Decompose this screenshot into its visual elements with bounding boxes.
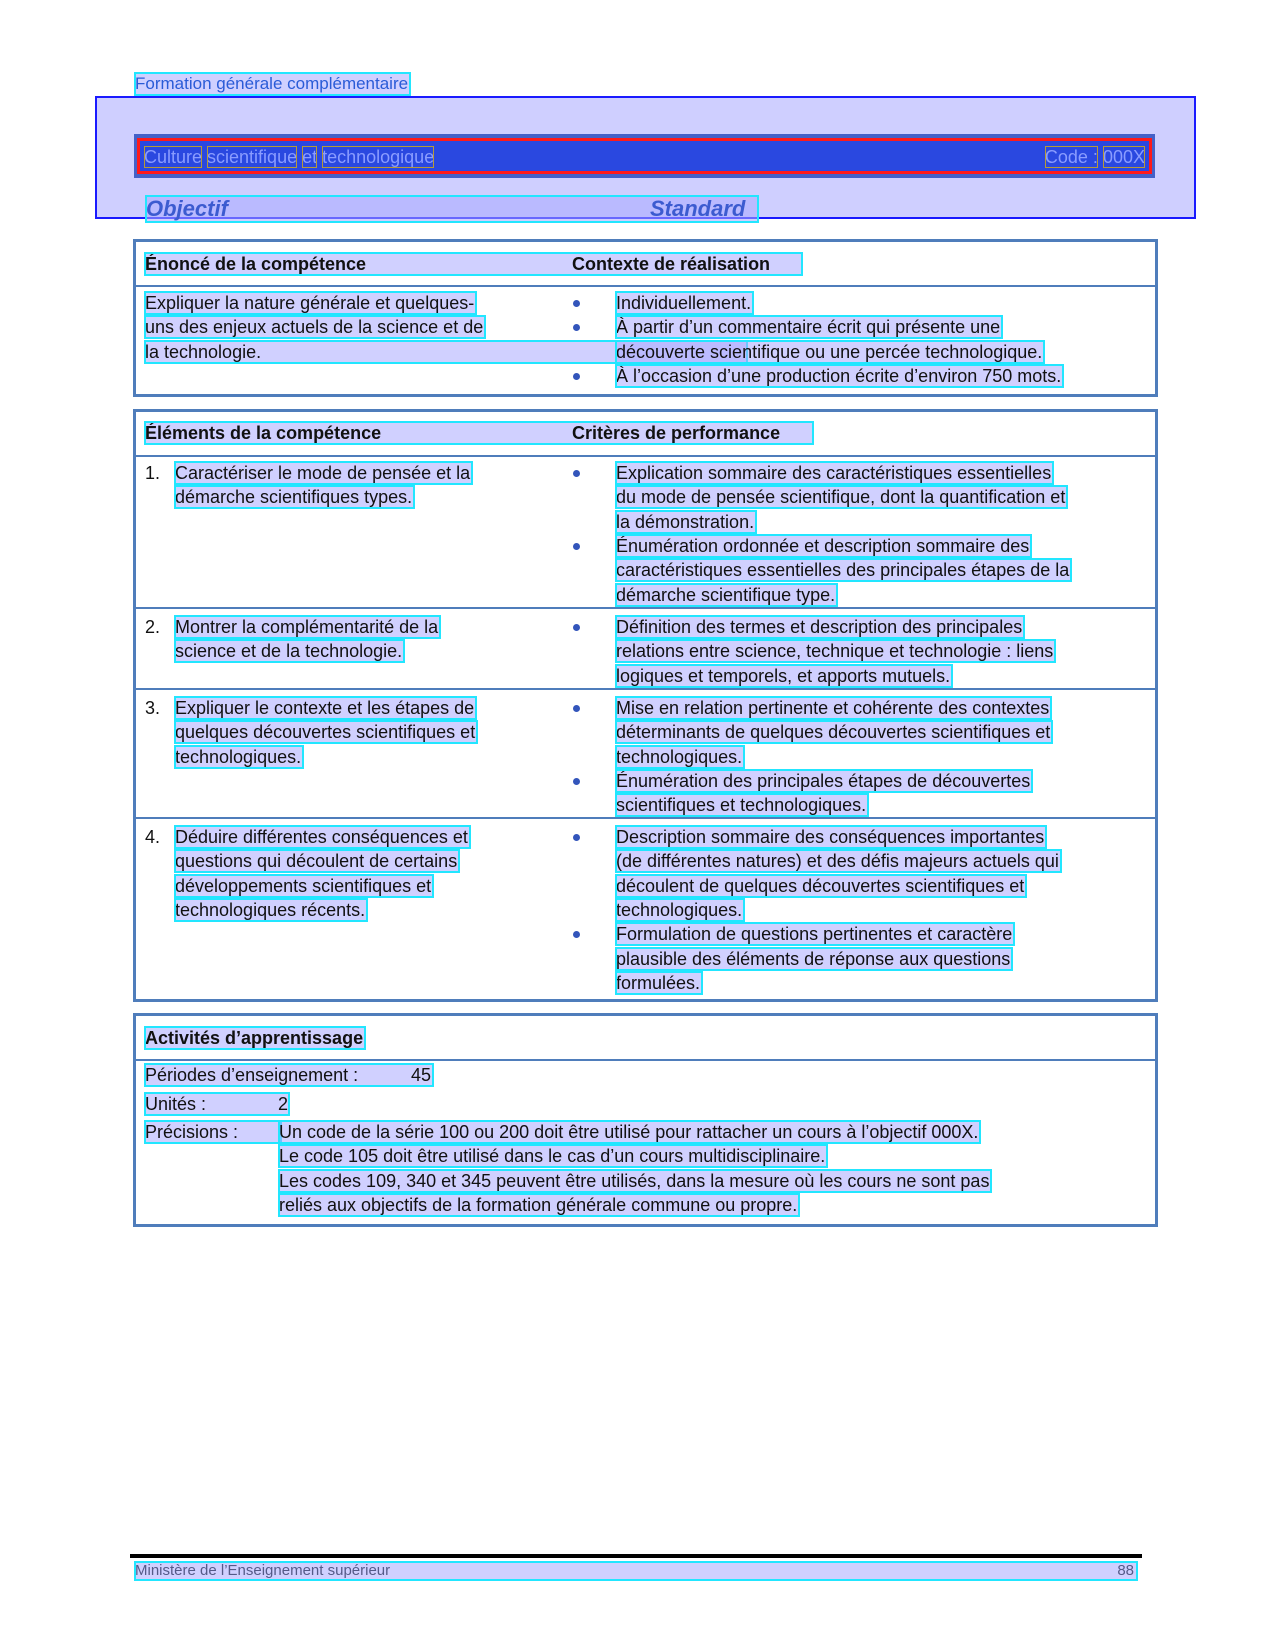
periodes-value: 45 xyxy=(411,1065,432,1085)
text-line: technologiques. xyxy=(616,746,743,767)
title-bar xyxy=(134,134,1155,178)
text-line: formulées. xyxy=(616,972,701,993)
text-line: Explication sommaire des caractéristiques essentielles xyxy=(616,463,1052,483)
title-word: technologique xyxy=(322,147,435,167)
precisions-label: Précisions : xyxy=(145,1121,281,1143)
text-line: Les codes 109, 340 et 345 peuvent être utilisés, dans la mesure où les cours ne sont pas xyxy=(279,1170,990,1191)
text-line: technologiques. xyxy=(616,899,743,920)
bullet-icon xyxy=(573,543,580,550)
text-line: découlent de quelques découvertes scientifiques et xyxy=(616,875,1025,896)
text-line: découverte scientifique ou une percée technologique. xyxy=(616,342,1043,362)
bullet-icon xyxy=(573,470,580,477)
criteres-heading: Critères de performance xyxy=(572,423,781,443)
text-line: technologiques. xyxy=(175,746,302,767)
text-line: Déduire différentes conséquences et xyxy=(175,827,468,847)
row-divider xyxy=(136,688,1155,690)
activites-heading: Activités d’apprentissage xyxy=(145,1028,364,1048)
course-code xyxy=(1045,146,1145,168)
text-line: caractéristiques essentielles des principales étapes de la xyxy=(616,560,1070,581)
row-divider xyxy=(136,607,1155,609)
text-line: relations entre science, technique et technologie : liens xyxy=(616,641,1054,662)
bullet-icon xyxy=(573,705,580,712)
text-line: Mise en relation pertinente et cohérente des contextes xyxy=(616,698,1050,718)
text-line: Formulation de questions pertinentes et caractère xyxy=(616,924,1013,945)
unites-row xyxy=(145,1093,289,1115)
standard-label: Standard xyxy=(650,196,746,221)
text-line: du mode de pensée scientifique, dont la quantification et xyxy=(616,487,1066,508)
text-line: Énumération ordonnée et description sommaire des xyxy=(616,535,1030,556)
text-line: (de différentes natures) et des défis majeurs actuels qui xyxy=(616,851,1059,872)
bullet-icon xyxy=(573,834,580,841)
text-line: À partir d’un commentaire écrit qui présente une xyxy=(616,317,1001,337)
text-line: Un code de la série 100 ou 200 doit être utilisé pour rattacher un cours à l’objectif 000X. xyxy=(279,1122,979,1142)
code-value: 000X xyxy=(1102,147,1145,167)
text-line: Montrer la complémentarité de la xyxy=(175,617,439,637)
text-line: logiques et temporels, et apports mutuels. xyxy=(616,665,951,686)
text-line: Expliquer le contexte et les étapes de xyxy=(175,698,475,718)
text-line: technologiques récents. xyxy=(175,899,366,920)
bullet-icon xyxy=(573,373,580,380)
footer-ministry: Ministère de l’Enseignement supérieur xyxy=(135,1562,391,1579)
elements-heading: Éléments de la compétence xyxy=(145,423,382,443)
title-word: et xyxy=(302,147,318,167)
course-title xyxy=(144,146,439,168)
text-line: uns des enjeux actuels de la science et de xyxy=(145,317,484,338)
periodes-row xyxy=(145,1064,433,1086)
text-line: scientifiques et technologiques. xyxy=(616,795,867,816)
element-number: 1. xyxy=(145,463,161,483)
elements-header xyxy=(145,422,813,444)
text-line: la démonstration. xyxy=(616,511,755,532)
bullet-icon xyxy=(573,300,580,307)
text-line: déterminants de quelques découvertes scientifiques et xyxy=(616,722,1051,743)
text-line: démarche scientifique type. xyxy=(616,584,836,605)
periodes-label: Périodes d’enseignement : xyxy=(145,1065,359,1085)
title-word: scientifique xyxy=(207,147,298,167)
element-number: 2. xyxy=(145,617,161,637)
text-line: Expliquer la nature générale et quelques- xyxy=(145,293,475,313)
text-line: questions qui découlent de certains xyxy=(175,851,458,872)
text-line: Le code 105 doit être utilisé dans le cas d’un cours multidisciplinaire. xyxy=(279,1146,826,1167)
page-number: 88 xyxy=(1117,1562,1134,1579)
bullet-icon xyxy=(573,778,580,785)
enonce-heading: Énoncé de la compétence xyxy=(145,254,367,274)
text-line: développements scientifiques et xyxy=(175,875,432,896)
text-line: plausible des éléments de réponse aux questions xyxy=(616,948,1011,969)
text-line: Individuellement. xyxy=(616,293,752,313)
unites-value: 2 xyxy=(278,1094,289,1114)
element-number: 3. xyxy=(145,698,161,718)
text-line: Énumération des principales étapes de découvertes xyxy=(616,770,1031,791)
text-line: Description sommaire des conséquences importantes xyxy=(616,827,1045,847)
code-label: Code : xyxy=(1044,147,1098,167)
text-line: démarche scientifiques types. xyxy=(175,487,413,508)
text-line: science et de la technologie. xyxy=(175,641,403,662)
title-word: Culture xyxy=(144,147,203,167)
program-header: Formation générale complémentaire xyxy=(135,74,409,93)
bullet-icon xyxy=(573,324,580,331)
text-line: Définition des termes et description des principales xyxy=(616,617,1023,637)
unites-label: Unités : xyxy=(145,1094,207,1114)
objectif-label: Objectif xyxy=(146,196,228,221)
element-number: 4. xyxy=(145,827,161,847)
objectif-standard-row xyxy=(146,196,758,222)
text-line: la technologie. xyxy=(145,341,747,363)
enonce-header xyxy=(145,253,802,275)
text-line: quelques découvertes scientifiques et xyxy=(175,722,476,743)
contexte-heading: Contexte de réalisation xyxy=(572,254,771,274)
footer-rule xyxy=(130,1554,1142,1558)
text-line: Caractériser le mode de pensée et la xyxy=(175,463,471,483)
bullet-icon xyxy=(573,624,580,631)
footer xyxy=(135,1562,1137,1580)
text-line: À l’occasion d’une production écrite d’environ 750 mots. xyxy=(616,366,1062,386)
text-line: reliés aux objectifs de la formation générale commune ou propre. xyxy=(279,1194,798,1215)
row-divider xyxy=(136,817,1155,819)
